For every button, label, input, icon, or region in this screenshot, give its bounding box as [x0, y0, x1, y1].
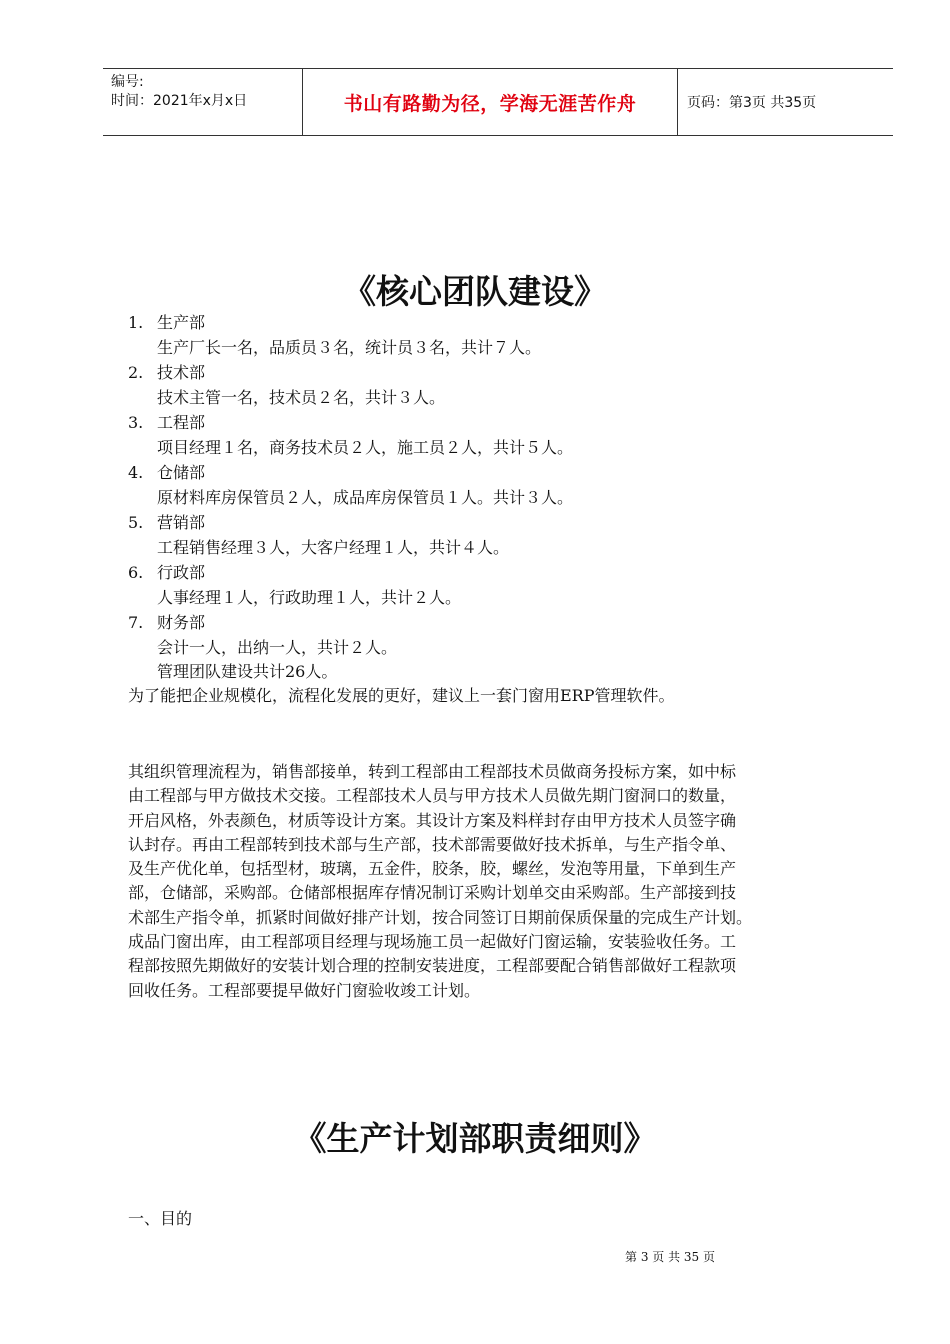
process-line: 及生产优化单，包括型材，玻璃，五金件，胶条，胶，螺丝，发泡等用量，下单到生产: [128, 859, 737, 879]
process-line: 开启风格，外表颜色，材质等设计方案。其设计方案及料样封存由甲方技术人员签字确: [128, 810, 737, 830]
dept-num-7: 7.: [128, 613, 144, 632]
process-line: 其组织管理流程为，销售部接单，转到工程部由工程部技术员做商务投标方案，如中标: [128, 762, 737, 781]
dept-name-6: 行政部: [157, 563, 206, 582]
section-title-production-plan: 《生产计划部职责细则》: [293, 1119, 657, 1158]
dept-name-4: 仓储部: [157, 463, 206, 482]
section-title-core-team: 《核心团队建设》: [343, 272, 607, 311]
dept-detail-6: 人事经理１人，行政助理１人，共计２人。: [157, 588, 462, 607]
dept-num-4: 4.: [128, 463, 144, 482]
process-line: 术部生产指令单，抓紧时间做好排产计划，按合同签订日期前保质保量的完成生产计划。: [128, 907, 753, 927]
dept-num-6: 6.: [128, 563, 144, 582]
team-total: 管理团队建设共计26人。: [157, 662, 338, 681]
dept-name-3: 工程部: [157, 413, 206, 432]
page-footer: 第 3 页 共 35 页: [625, 1250, 715, 1264]
process-line: 成品门窗出库，由工程部项目经理与现场施工员一起做好门窗运输，安装验收任务。工: [128, 932, 737, 952]
number-label: 编号:: [111, 74, 144, 90]
dept-num-3: 3.: [128, 413, 144, 432]
page-header: [103, 68, 893, 136]
process-line: 由工程部与甲方做技术交接。工程部技术人员与甲方技术人员做先期门窗洞口的数量，: [128, 786, 737, 806]
header-motto: 书山有路勤为径，学海无涯苦作舟: [303, 69, 678, 135]
process-paragraph: [128, 760, 874, 1003]
erp-suggestion: 为了能把企业规模化，流程化发展的更好，建议上一套门窗用ERP管理软件。: [128, 686, 675, 705]
header-page-label: 页码：第3页 共35页: [687, 95, 817, 111]
dept-detail-2: 技术主管一名，技术员２名，共计３人。: [157, 388, 446, 407]
section2-first-item: 一、目的: [128, 1209, 193, 1228]
dept-name-2: 技术部: [157, 363, 206, 382]
dept-name-1: 生产部: [157, 313, 206, 332]
dept-detail-4: 原材料库房保管员２人，成品库房保管员１人。共计３人。: [157, 488, 574, 507]
header-info-cell: [103, 69, 303, 135]
dept-detail-5: 工程销售经理３人，大客户经理１人，共计４人。: [157, 538, 510, 557]
dept-name-5: 营销部: [157, 513, 206, 532]
dept-num-2: 2.: [128, 363, 144, 382]
dept-num-1: 1.: [128, 313, 144, 332]
time-label: 时间：2021年x月x日: [111, 93, 248, 109]
dept-name-7: 财务部: [157, 613, 206, 632]
dept-detail-7: 会计一人，出纳一人，共计２人。: [157, 638, 398, 657]
process-line: 认封存。再由工程部转到技术部与生产部，技术部需要做好技术拆单，与生产指令单、: [128, 834, 737, 854]
dept-detail-3: 项目经理１名，商务技术员２人，施工员２人，共计５人。: [157, 438, 574, 457]
process-line: 部，仓储部，采购部。仓储部根据库存情况制订采购计划单交由采购部。生产部接到技: [128, 883, 737, 903]
dept-num-5: 5.: [128, 513, 144, 532]
process-line: 程部按照先期做好的安装计划合理的控制安装进度，工程部要配合销售部做好工程款项: [128, 956, 737, 976]
dept-detail-1: 生产厂长一名，品质员３名，统计员３名，共计７人。: [157, 338, 542, 357]
process-line: 回收任务。工程部要提早做好门窗验收竣工计划。: [128, 980, 481, 1000]
